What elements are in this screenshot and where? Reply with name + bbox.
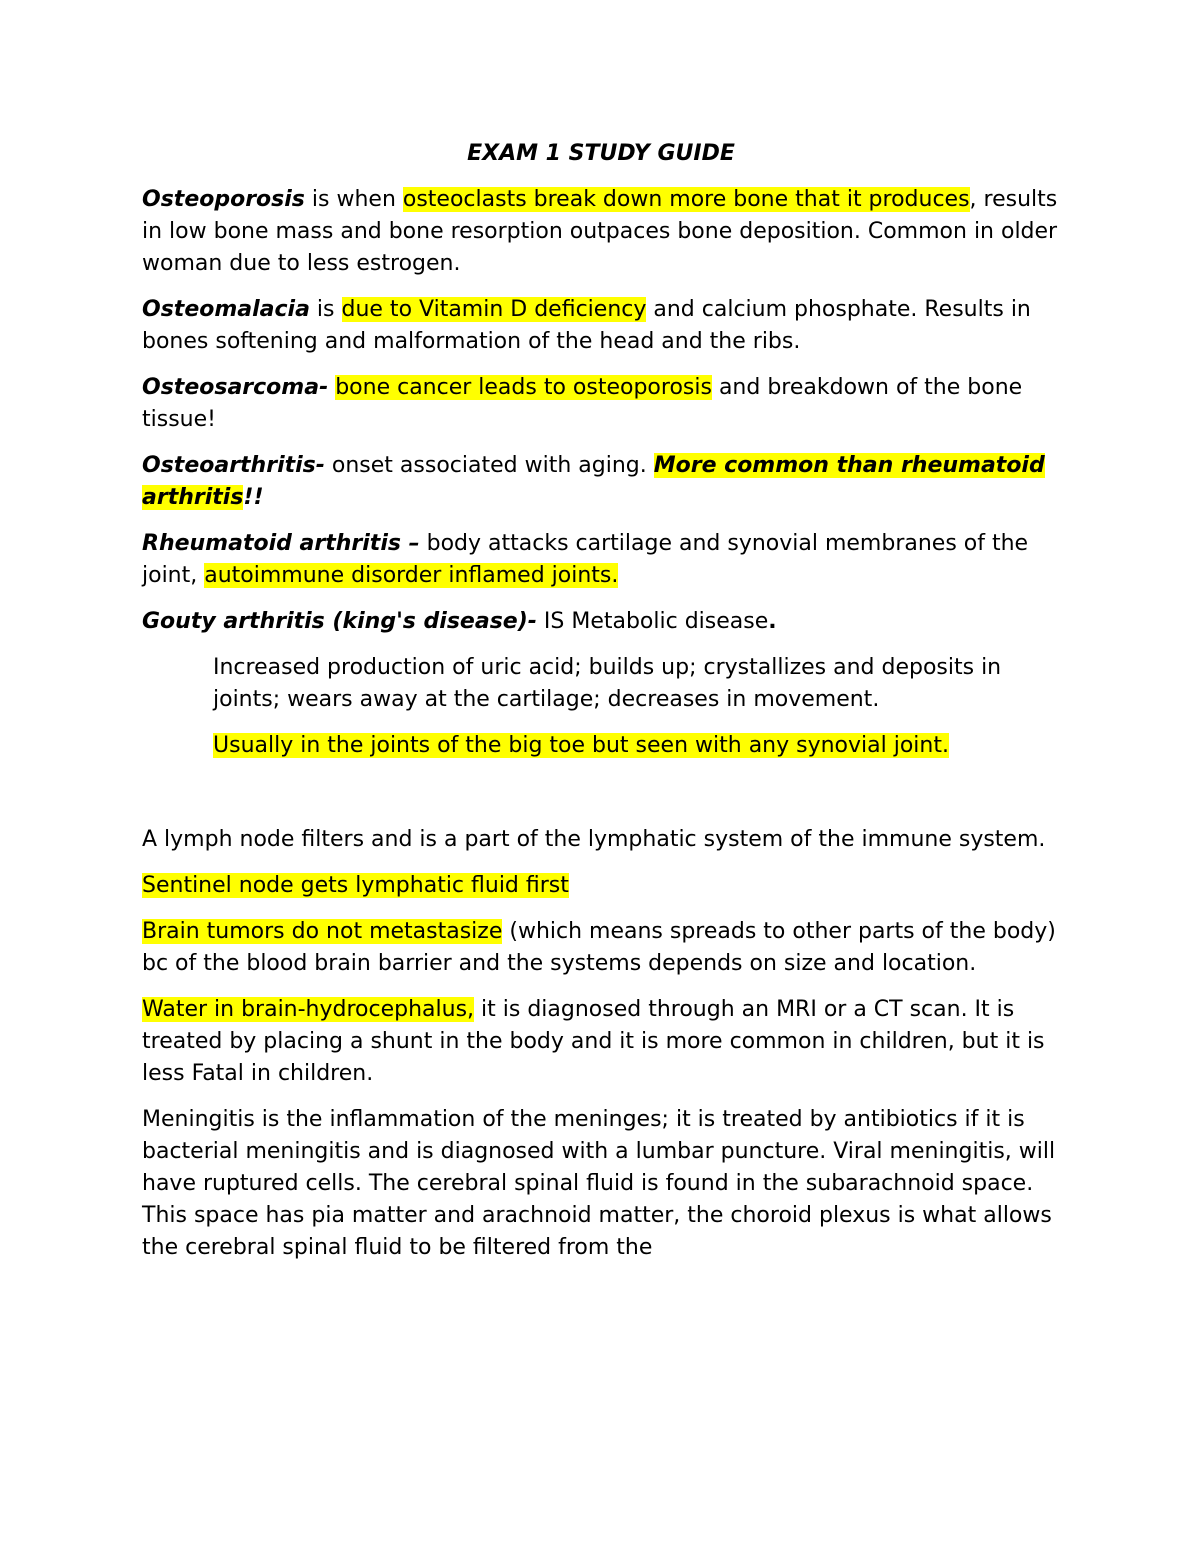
text: it is diagnosed through an MRI or a CT scan. It is treated by placing a shunt in the body and it is more common in children, but it is less Fatal in children. [142, 997, 1045, 1086]
highlighted-text: due to Vitamin D deficiency [341, 297, 647, 322]
highlighted-text: bone cancer leads to osteoporosis [335, 375, 712, 400]
paragraph-osteosarcoma [142, 372, 1060, 436]
term-gouty-arthritis: Gouty arthritis (king's disease)- [142, 609, 537, 634]
highlighted-text: More common than rheumatoid arthritis [142, 453, 1045, 510]
paragraph-osteoarthritis [142, 450, 1060, 514]
paragraph-hydrocephalus [142, 994, 1060, 1090]
highlighted-text: osteoclasts break down more bone that it produces [402, 187, 970, 212]
paragraph-brain-tumors [142, 916, 1060, 980]
paragraph-gouty-arthritis [142, 606, 1060, 638]
term-osteoporosis: Osteoporosis [142, 187, 305, 212]
text: onset associated with aging. [324, 453, 654, 478]
text: . [768, 609, 777, 634]
blank-line [142, 776, 1060, 824]
paragraph-sentinel-node [142, 870, 1060, 902]
text: and breakdown of the bone tissue! [142, 375, 1023, 432]
text: (which means spreads to other parts of the body) bc of the blood brain barrier and the systems depends on size and location. [142, 919, 1056, 976]
term-osteoarthritis: Osteoarthritis- [142, 453, 325, 478]
paragraph-gouty-detail: Increased production of uric acid; builds up; crystallizes and deposits in joints; wears away at the cartilage; decreases in movement. [213, 655, 1002, 712]
paragraph-meningitis: Meningitis is the inflammation of the meninges; it is treated by antibiotics if it is bacterial meningitis and is diagnosed with a lumbar puncture. Viral meningitis, will have ruptured cells. The cerebral spinal fluid is found in the subarachnoid space. This space has pia matter and arachnoid matter, the choroid plexus is what allows the cerebral spinal fluid to be filtered from the [142, 1107, 1056, 1260]
text: is [309, 297, 342, 322]
document-title: EXAM 1 STUDY GUIDE [467, 141, 735, 166]
paragraph-rheumatoid-arthritis [142, 528, 1060, 592]
text: !! [243, 485, 264, 510]
text: body attacks cartilage and synovial membranes of the joint, [142, 531, 1029, 588]
highlighted-text: autoimmune disorder inflamed joints. [204, 563, 619, 588]
term-osteosarcoma: Osteosarcoma- [142, 375, 329, 400]
text: , results in low bone mass and bone resorption outpaces bone deposition. Common in older woman due to less estrogen. [142, 187, 1058, 276]
text: IS Metabolic disease [536, 609, 769, 634]
term-osteomalacia: Osteomalacia [142, 297, 310, 322]
highlighted-text: Water in brain-hydrocephalus, [142, 997, 475, 1022]
highlighted-text: Sentinel node gets lymphatic fluid first [142, 873, 569, 898]
text: and calcium phosphate. Results in bones softening and malformation of the head and the ribs. [142, 297, 1031, 354]
paragraph-lymph-node: A lymph node filters and is a part of the lymphatic system of the immune system. [142, 827, 1046, 852]
term-rheumatoid-arthritis: Rheumatoid arthritis – [142, 531, 420, 556]
paragraph-osteomalacia [142, 294, 1060, 358]
paragraph-gouty-note [142, 730, 1060, 762]
highlighted-text: Brain tumors do not metastasize [142, 919, 503, 944]
highlighted-text: Usually in the joints of the big toe but seen with any synovial joint. [213, 733, 949, 758]
text: is when [304, 187, 403, 212]
paragraph-osteoporosis [142, 184, 1060, 280]
